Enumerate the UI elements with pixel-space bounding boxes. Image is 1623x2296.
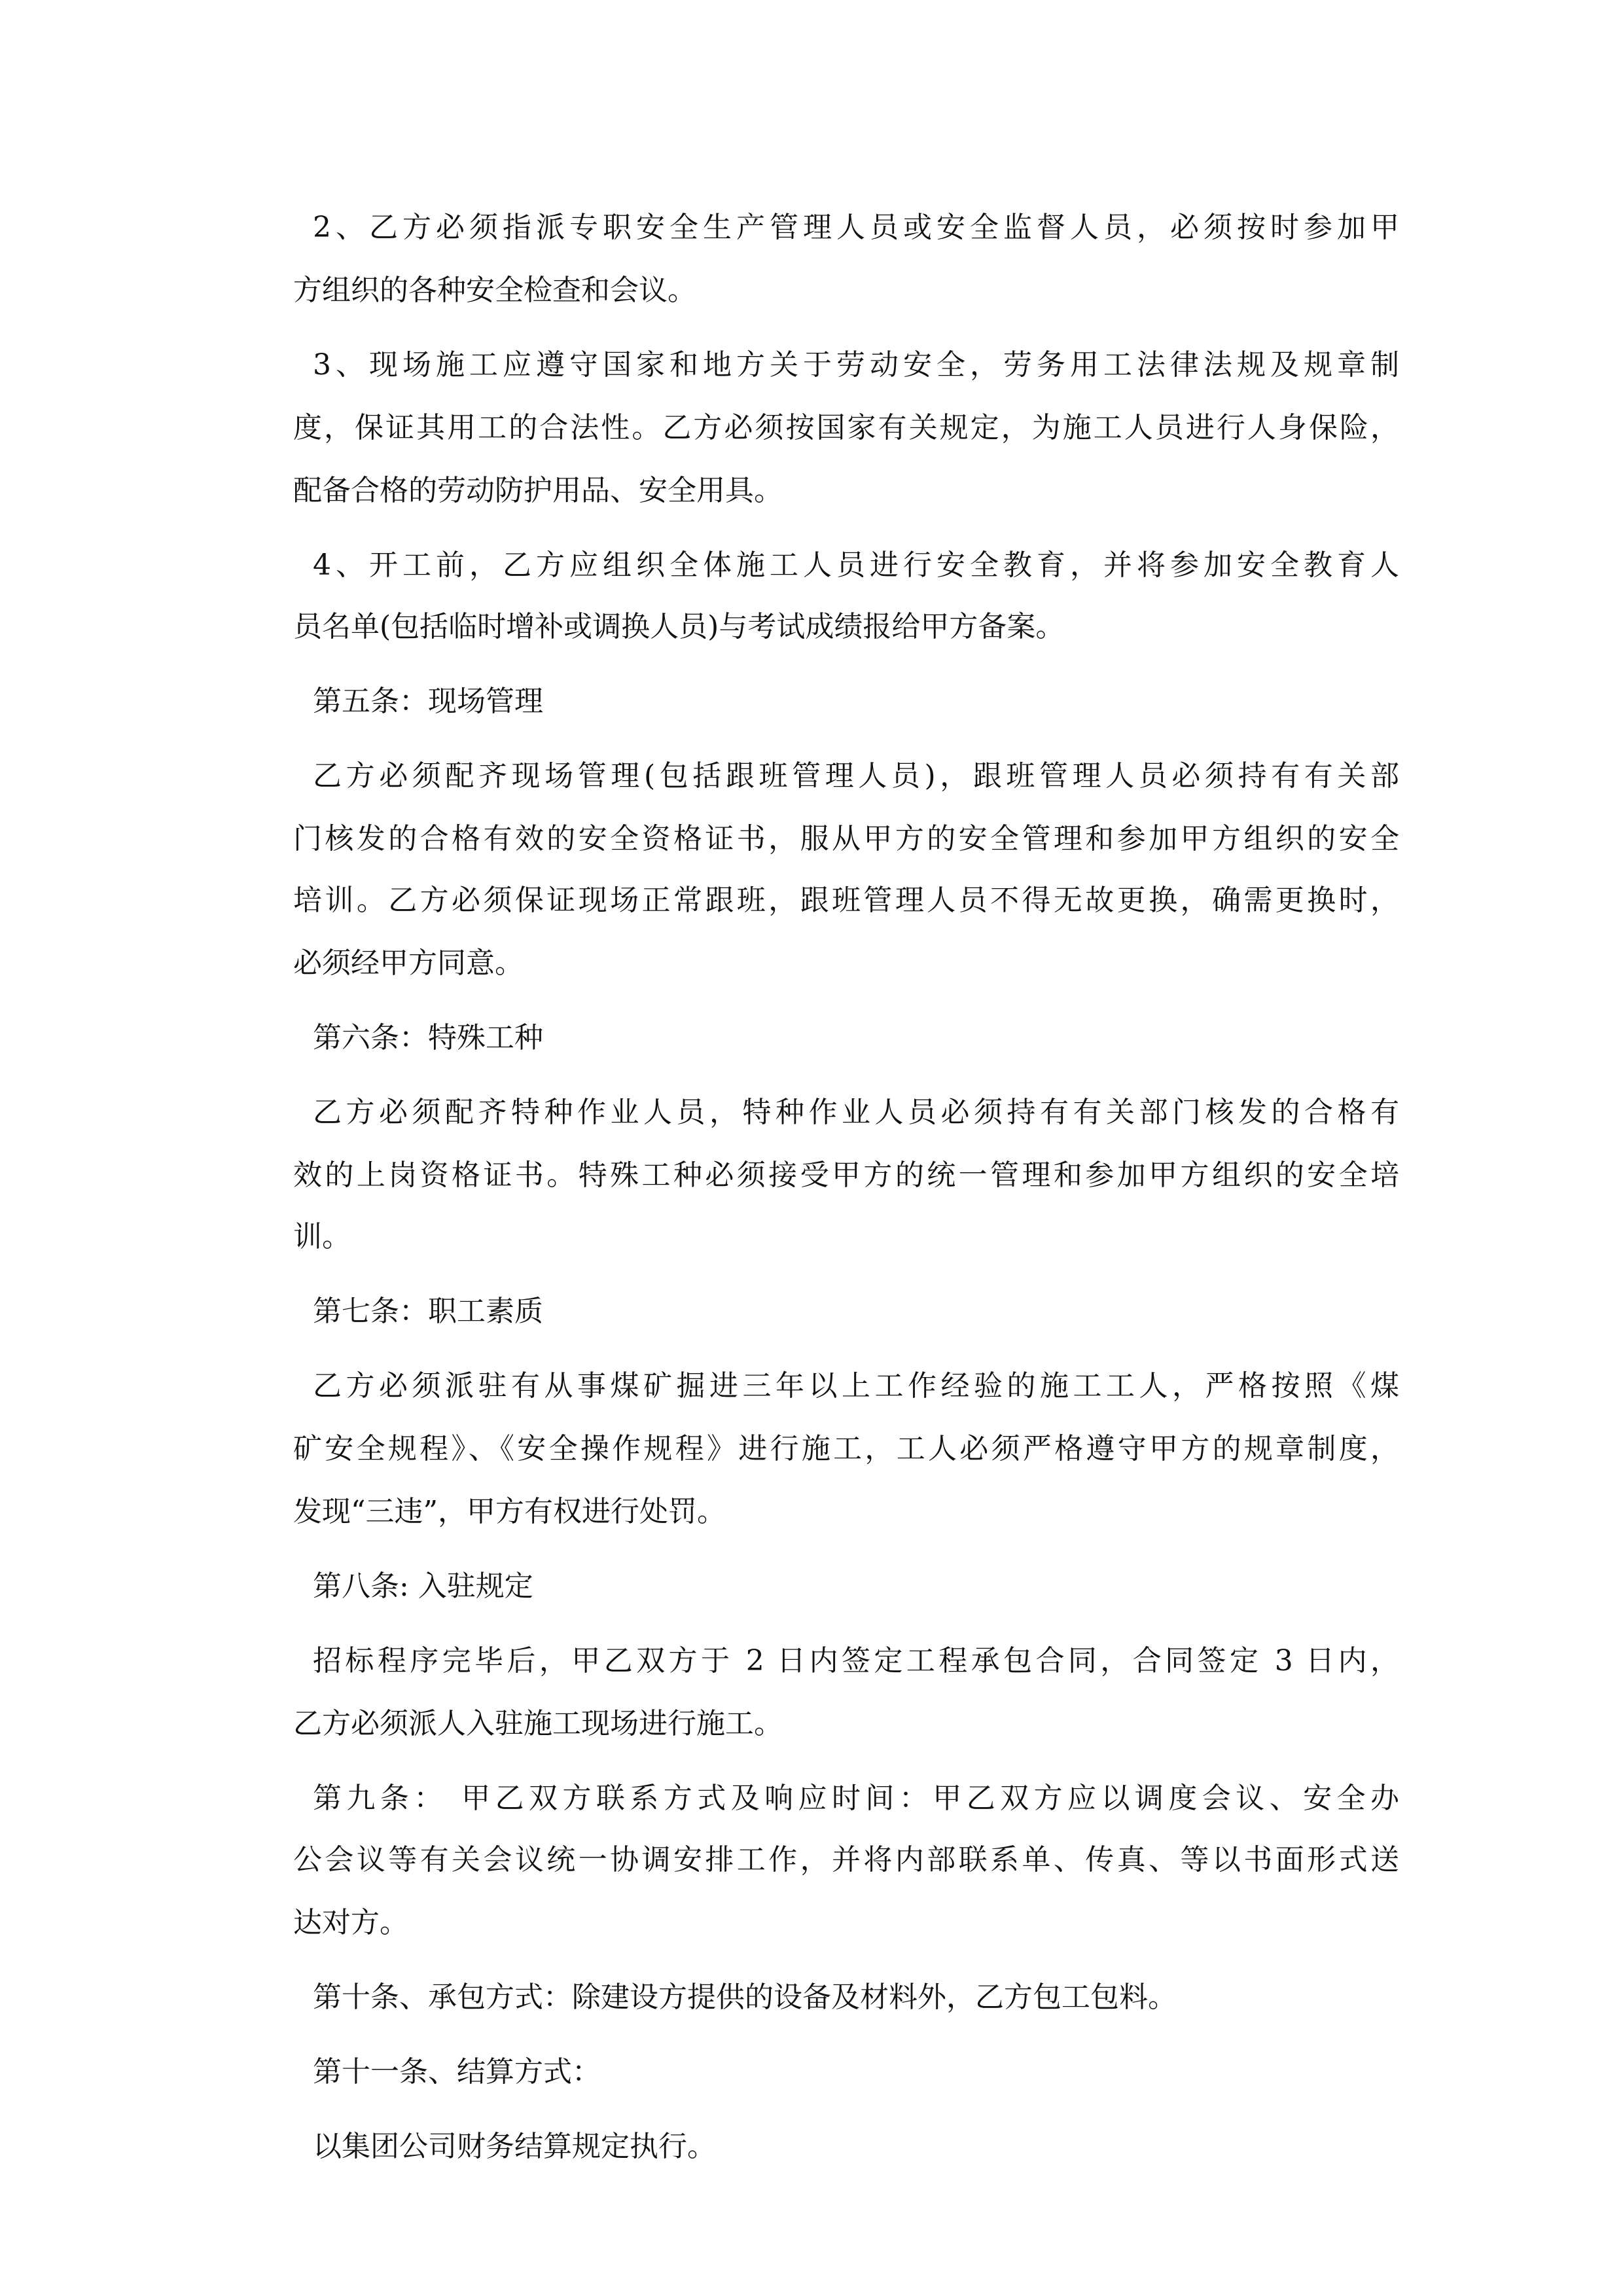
text-line: 发现“三违”，甲方有权进行处罚。 [293,1495,726,1528]
text-line: 矿安全规程》、《安全操作规程》进行施工，工人必须严格遵守甲方的规章制度， [293,1432,1399,1465]
text-line: 3、现场施工应遵守国家和地方关于劳动安全，劳务用工法律法规及规章制 [313,348,1399,382]
section-heading: 第七条：职工素质 [313,1295,543,1328]
text-line: 度，保证其用工的合法性。乙方必须按国家有关规定，为施工人员进行人身保险， [293,411,1399,444]
text-line: 第十条、承包方式：除建设方提供的设备及材料外，乙方包工包料。 [313,1981,1177,2014]
text-line: 员名单(包括临时增补或调换人员)与考试成绩报给甲方备案。 [293,610,1065,643]
text-line: 乙方必须派驻有从事煤矿掘进三年以上工作经验的施工工人，严格按照《煤 [313,1369,1399,1403]
text-line: 第九条： 甲乙双方联系方式及响应时间：甲乙双方应以调度会议、安全办 [313,1782,1399,1815]
text-line: 乙方必须派人入驻施工现场进行施工。 [293,1707,783,1740]
text-line: 培训。乙方必须保证现场正常跟班，跟班管理人员不得无故更换，确需更换时， [293,884,1399,917]
section-heading: 第六条：特殊工种 [313,1021,543,1054]
text-line: 公会议等有关会议统一协调安排工作，并将内部联系单、传真、等以书面形式送 [293,1843,1399,1876]
text-line: 4、开工前，乙方应组织全体施工人员进行安全教育，并将参加安全教育人 [313,548,1399,582]
text-line: 以集团公司财务结算规定执行。 [313,2130,716,2163]
text-line: 门核发的合格有效的安全资格证书，服从甲方的安全管理和参加甲方组织的安全 [293,822,1399,855]
text-line: 2、乙方必须指派专职安全生产管理人员或安全监督人员，必须按时参加甲 [313,211,1399,244]
text-line: 必须经甲方同意。 [293,946,524,980]
text-line: 配备合格的劳动防护用品、安全用具。 [293,474,783,507]
text-line: 乙方必须配齐特种作业人员，特种作业人员必须持有有关部门核发的合格有 [313,1096,1399,1129]
section-heading: 第八条: 入驻规定 [313,1570,533,1603]
text-line: 乙方必须配齐现场管理(包括跟班管理人员)，跟班管理人员必须持有有关部 [313,759,1399,793]
section-heading: 第十一条、结算方式： [313,2055,601,2089]
text-line: 训。 [293,1220,351,1253]
section-heading: 第五条：现场管理 [313,685,543,718]
text-line: 达对方。 [293,1906,408,1939]
text-line: 方组织的各种安全检查和会议。 [293,274,696,307]
text-line: 招标程序完毕后，甲乙双方于 2 日内签定工程承包合同，合同签定 3 日内， [313,1644,1399,1677]
text-line: 效的上岗资格证书。特殊工种必须接受甲方的统一管理和参加甲方组织的安全培 [293,1158,1399,1192]
